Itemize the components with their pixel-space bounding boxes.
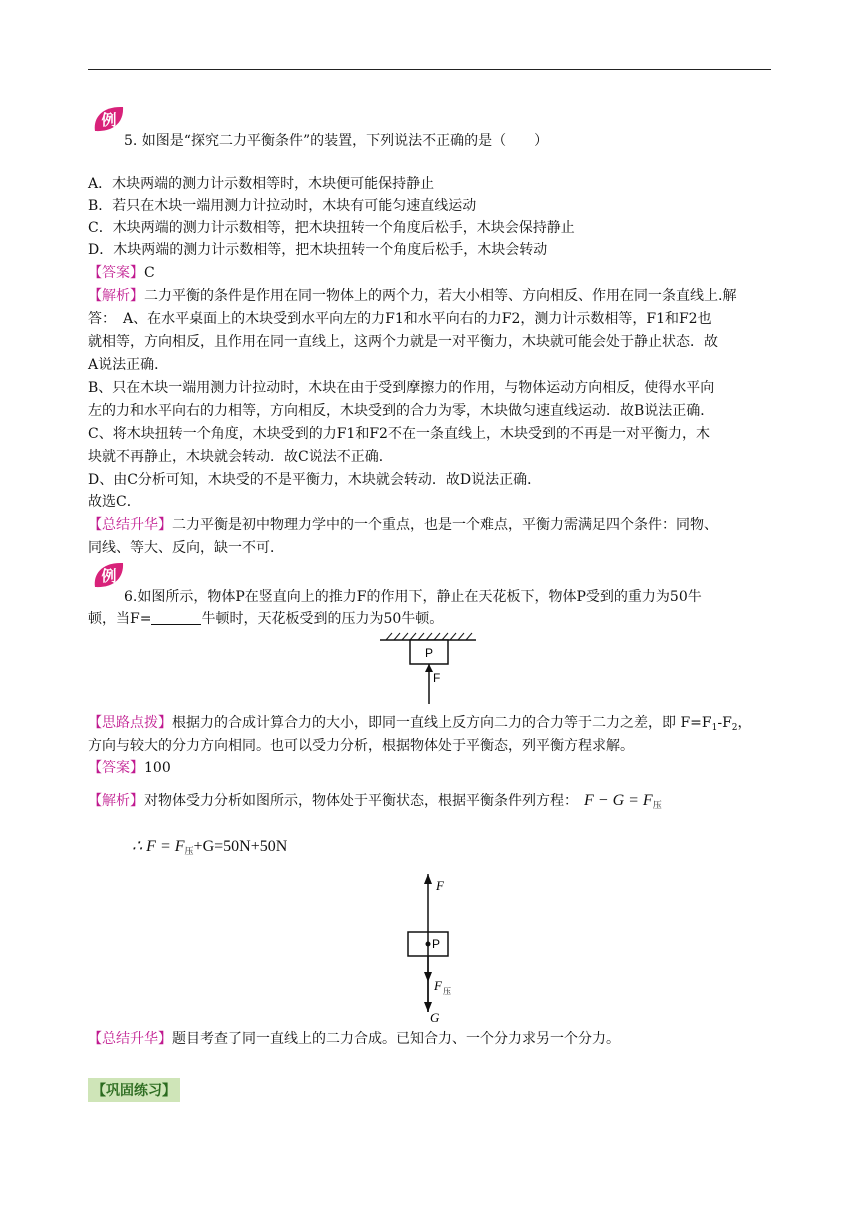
summary-text: 题目考查了同一直线上的二力合成。已知合力、一个分力求另一个分力。 xyxy=(172,1031,620,1047)
answer-blank xyxy=(151,610,201,625)
hint-text: ， xyxy=(737,715,752,731)
q6-summary xyxy=(88,1028,788,1050)
arrow-down-icon xyxy=(424,972,432,982)
q5-summary xyxy=(88,514,788,536)
hint-text: -F xyxy=(717,715,732,731)
q5-analysis-line: 块就不再静止，木块就会转动．故C说法不正确． xyxy=(88,449,393,465)
hint-text: 根据力的合成计算合力的大小，即同一直线上反方向二力的合力等于二力之差，即 F=F xyxy=(172,715,712,731)
q5-answer xyxy=(88,262,788,284)
q5-analysis-line: 左的力和水平向右的力相等，方向相反，木块受到的合力为零，木块做匀速直线运动．故B说法正确． xyxy=(88,403,715,419)
q6-hint-line2: 方向与较大的分力方向相同。也可以受力分析，根据物体处于平衡态，列平衡方程求解。 xyxy=(88,738,634,754)
force-press-sub: 压 xyxy=(443,987,451,996)
q5-analysis-line: 故选C． xyxy=(88,494,141,510)
analysis-tag: 【解析】 xyxy=(88,288,144,304)
equation-sub: 压 xyxy=(184,847,194,857)
block-label: P xyxy=(424,646,434,660)
force-diagram xyxy=(400,872,470,1022)
q5-analysis-line: D、由C分析可知，木块受的不是平衡力，木块就会转动．故D说法正确． xyxy=(88,472,542,488)
analysis-text: 对物体受力分析如图所示，物体处于平衡状态，根据平衡条件列方程： xyxy=(144,793,578,809)
q5-analysis-line: 答： A、在水平桌面上的木块受到水平向左的力F1和水平向右的力F2，测力计示数相等，F1和F2也 xyxy=(88,311,712,327)
q5-option-b: B．若只在木块一端用测力计拉动时，木块有可能匀速直线运动 xyxy=(88,198,477,214)
q5-option-a: A．木块两端的测力计示数相等时，木块便可能保持静止 xyxy=(88,176,435,192)
summary-text: 二力平衡是初中物理力学中的一个重点，也是一个难点，平衡力需满足四个条件：同物、 xyxy=(172,517,718,533)
svg-text:例: 例 xyxy=(101,111,117,129)
q5-option-c: C．木块两端的测力计示数相等，把木块扭转一个角度后松手，木块会保持静止 xyxy=(88,220,575,236)
q6-stem-line1: 6.如图所示，物体P在竖直向上的推力F的作用下，静止在天花板下，物体P受到的重力为50牛 xyxy=(124,589,702,605)
answer-tag: 【答案】 xyxy=(88,760,144,776)
q5-option-d: D．木块两端的测力计示数相等，把木块扭转一个角度后松手，木块会转动 xyxy=(88,242,548,258)
summary-tag: 【总结升华】 xyxy=(88,1031,172,1047)
hint-tag: 【思路点拨】 xyxy=(88,715,172,731)
equation: +G=50N+50N xyxy=(193,838,288,855)
answer-value: C xyxy=(144,265,155,281)
q5-analysis-line: 就相等，方向相反，且作用在同一直线上，这两个力就是一对平衡力，木块就可能会处于静止状态．故 xyxy=(88,334,718,350)
q5-analysis-line: B、只在木块一端用测力计拉动时，木块在由于受到摩擦力的作用，与物体运动方向相反，使得水平向 xyxy=(88,380,715,396)
q5-analysis-line: A说法正确． xyxy=(88,357,169,373)
analysis-text: 二力平衡的条件是作用在同一物体上的两个力，若大小相等、方向相反、作用在同一条直线上.解 xyxy=(144,288,737,304)
q5-analysis-line: C、将木块扭转一个角度，木块受到的力F1和F2不在一条直线上，木块受到的不再是一对平衡力，木 xyxy=(88,426,710,442)
force-label: F xyxy=(433,671,441,685)
hint-sub: 2 xyxy=(731,723,738,733)
practice-heading: 【巩固练习】 xyxy=(88,1078,180,1102)
arrow-up-icon xyxy=(424,874,432,884)
equation: F − G = F xyxy=(584,792,653,809)
header-rule xyxy=(88,69,771,70)
hint-sub: 1 xyxy=(711,723,718,733)
q6-equation-2 xyxy=(132,836,287,857)
force-press-label: F xyxy=(434,978,442,993)
q6-answer xyxy=(88,757,788,779)
ceiling-figure xyxy=(378,630,478,706)
stem-text: 牛顿时，天花板受到的压力为50牛顿。 xyxy=(201,611,444,627)
example-badge-icon xyxy=(92,560,126,590)
gravity-label: G xyxy=(430,1010,440,1022)
equation-sub: 压 xyxy=(652,801,662,811)
answer-value: 100 xyxy=(144,760,171,776)
stem-text: 顿，当F= xyxy=(88,611,152,627)
force-f-label: F xyxy=(436,878,444,893)
q6-stem-line2 xyxy=(88,608,788,630)
answer-tag: 【答案】 xyxy=(88,265,144,281)
svg-text:例: 例 xyxy=(101,567,117,585)
equation: ∴ F = F xyxy=(132,838,185,855)
analysis-tag: 【解析】 xyxy=(88,793,144,809)
q5-stem: 5. 如图是“探究二力平衡条件”的装置，下列说法不正确的是（ ） xyxy=(124,133,549,149)
example-badge-icon xyxy=(92,104,126,134)
q5-analysis-line xyxy=(88,285,788,307)
q6-analysis xyxy=(88,790,788,817)
q5-summary-line: 同线、等大、反向，缺一不可． xyxy=(88,540,284,556)
block-label: P xyxy=(432,937,441,951)
summary-tag: 【总结升华】 xyxy=(88,517,172,533)
